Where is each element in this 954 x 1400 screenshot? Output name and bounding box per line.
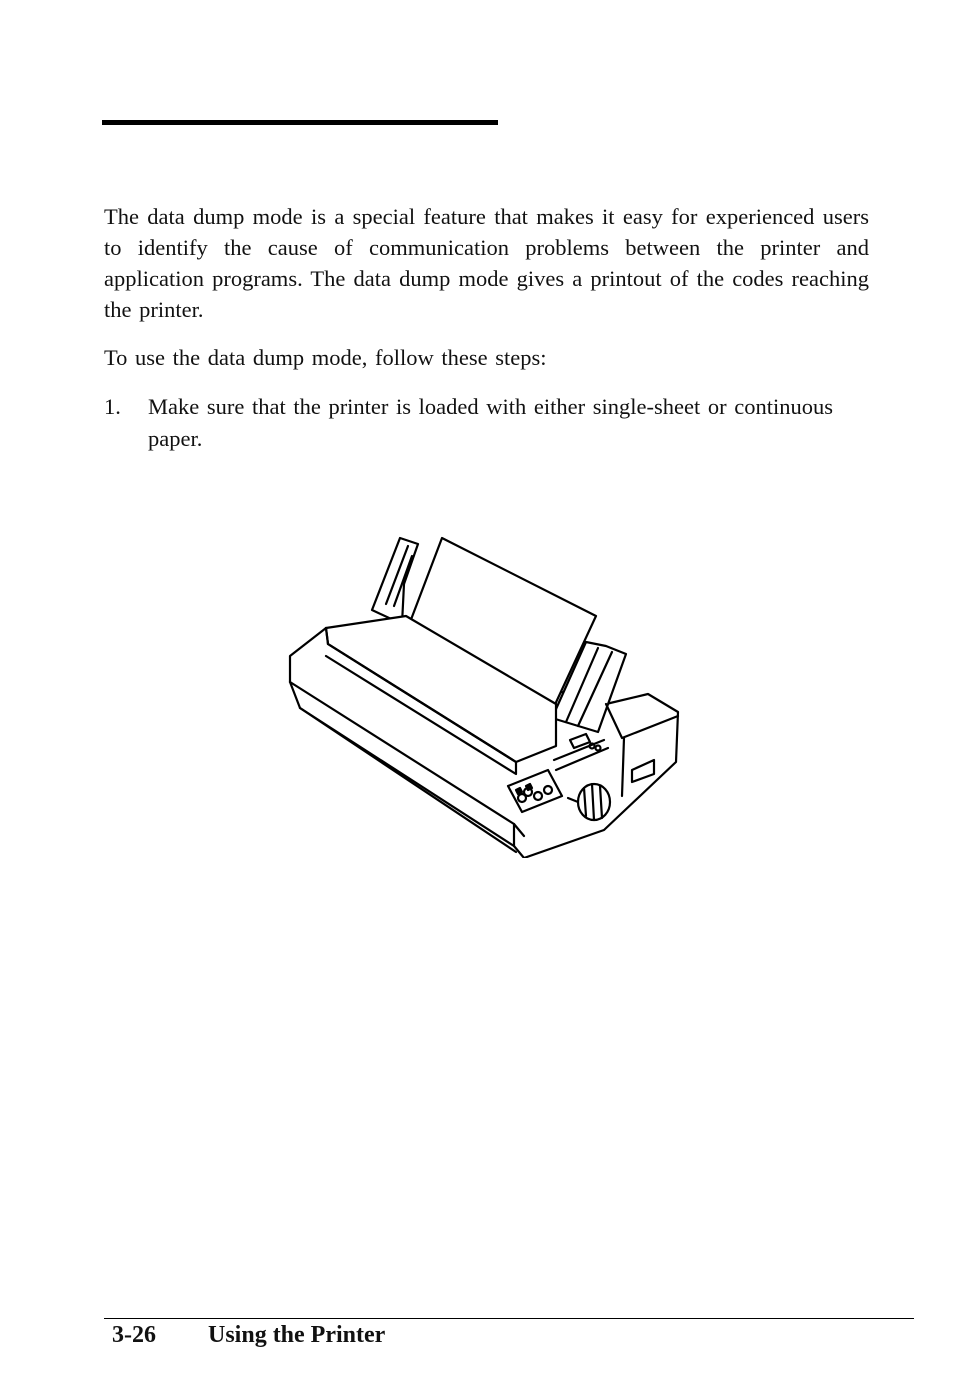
- printer-illustration-icon: [286, 534, 680, 858]
- footer-rule: [104, 1318, 914, 1319]
- page-number: 3-26: [112, 1322, 156, 1348]
- intro-paragraph: The data dump mode is a special feature that makes it easy for experienced users to identify the cause of communication problems between the printer and application programs. The data dump mode gives a printout of the codes reaching the printer.: [104, 204, 869, 322]
- section-title: Using the Printer: [208, 1322, 386, 1348]
- step-text: Make sure that the printer is loaded with either single-sheet or continuous paper.: [148, 394, 833, 451]
- step-number: 1.: [104, 394, 121, 419]
- steps-intro: To use the data dump mode, follow these steps:: [104, 345, 547, 370]
- heading-rule: [102, 120, 498, 125]
